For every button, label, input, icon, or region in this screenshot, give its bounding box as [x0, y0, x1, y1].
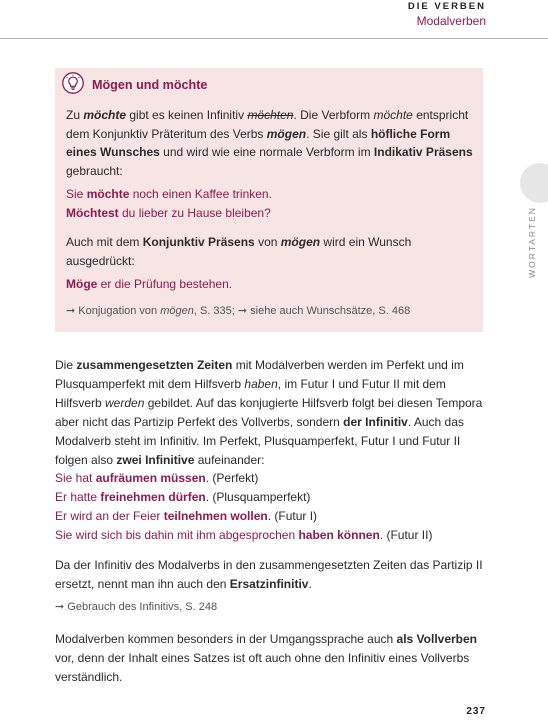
running-head-chapter: DIE VERBEN: [407, 1, 486, 12]
side-tab-label: WORTARTEN: [527, 206, 537, 278]
info-paragraph-1: Zu möchte gibt es keinen Infinitiv möchten. Die Verbform möchte entspricht dem Konjunktiv Präteritum des Verbs mögen. Sie gilt als höfliche Form eines Wunsches und wird wie eine normale Verbform im Indikativ Präsens gebraucht:: [66, 108, 473, 178]
body-paragraph-2: Da der Infinitiv des Modalverbs in den zusammengesetzten Zeiten das Partizip II ersetzt, nennt man ihn auch den Ersatzinfinitiv.: [55, 558, 483, 591]
body-paragraph-3: Modalverben kommen besonders in der Umgangssprache auch als Vollverben vor, denn der Inhalt eines Satzes ist oft auch ohne den Infinitiv eines Vollverbs verständlich.: [55, 632, 478, 684]
info-box-title: Mögen und möchte: [92, 78, 208, 92]
page-number: 237: [466, 706, 486, 717]
side-tab: [520, 163, 548, 203]
info-cross-reference: ➞ Konjugation von mögen, S. 335; ➞ siehe auch Wunschsätze, S. 468: [66, 305, 411, 317]
example-line: Sie hat aufräumen müssen. (Perfekt): [55, 471, 259, 485]
arrow-icon: ➞: [66, 305, 76, 317]
info-example-2: Möge er die Prüfung bestehen.: [66, 277, 233, 291]
info-paragraph-2: Auch mit dem Konjunktiv Präsens von mögen wird ein Wunsch ausgedrückt:: [66, 235, 412, 268]
lightbulb-icon: [62, 72, 84, 94]
info-box: [55, 68, 483, 332]
example-line: Er wird an der Feier teilnehmen wollen. (Futur I): [55, 509, 318, 523]
example-list: [55, 469, 487, 545]
header-rule: [0, 38, 548, 39]
arrow-icon: ➞: [55, 601, 65, 613]
example-line: Er hatte freinehmen dürfen. (Plusquamperfekt): [55, 490, 311, 504]
arrow-icon: ➞: [237, 305, 248, 317]
example-line: Sie wird sich bis dahin mit ihm abgesprochen haben können. (Futur II): [55, 528, 433, 542]
cross-reference: ➞ Gebrauch des Infinitivs, S. 248: [55, 601, 218, 613]
info-examples-1: Sie möchte noch einen Kaffee trinken. Möchtest du lieber zu Hause bleiben?: [66, 187, 272, 220]
body-paragraph-1: Die zusammengesetzten Zeiten mit Modalverben werden im Perfekt und im Plusquamperfekt mit dem Hilfsverb haben, im Futur I und Futur II mit dem Hilfsverb werden gebildet. Auf das konjugierte Hilfsverb folgt bei diesen Tempora aber nicht das Partizip Perfekt des Vollverbs, sondern der Infinitiv. Auch das Modalverb steht im Infinitiv. Im Perfekt, Plusquamperfekt, Futur I und Futur II folgen also zwei Infinitive aufeinander:: [55, 358, 483, 467]
running-head-section: Modalverben: [416, 14, 486, 28]
